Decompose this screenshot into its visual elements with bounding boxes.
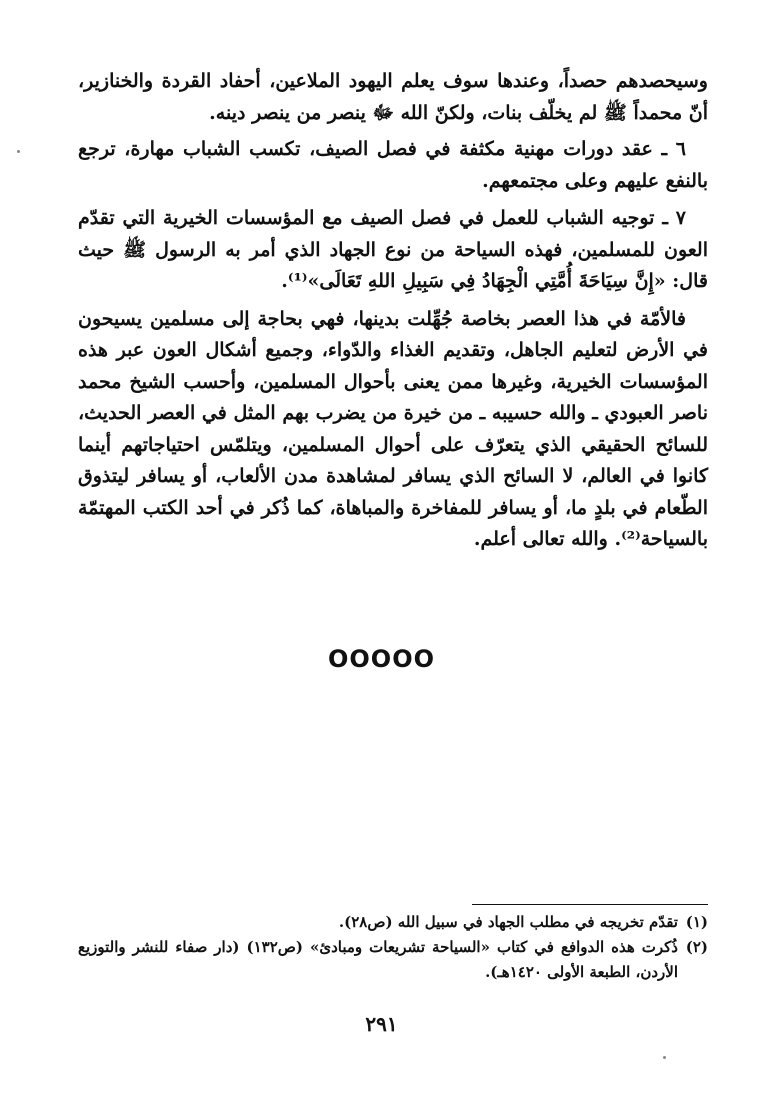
page-number: ٢٩١ bbox=[365, 1012, 398, 1036]
main-text bbox=[78, 66, 708, 556]
paragraph-item-6: ٦ ـ عقد دورات مهنية مكثفة في فصل الصيف، تكسب الشباب مهارة، ترجع بالنفع عليهم وعلى مجتمعهم. bbox=[78, 138, 708, 192]
footnote-text: ذُكرت هذه الدوافع في كتاب «السياحة تشريعات ومبادئ» (ص١٣٢) (دار صفاء للنشر والتوزيع الأردن، الطبعة الأولى ١٤٢٠هـ). bbox=[78, 938, 678, 981]
footnote-number: (٢) bbox=[685, 938, 708, 956]
footnote-divider bbox=[472, 904, 708, 905]
paragraph-item-7: ٧ ـ توجيه الشباب للعمل في فصل الصيف مع المؤسسات الخيرية التي تقدّم العون للمسلمين، فهذه السياحة من نوع الجهاد الذي أمر به الرسول ﷺ حيث قال: «إِنَّ سِيَاحَةَ أُمَّتِي الْجِهَادُ فِي سَبِيلِ اللهِ تَعَالَى»⁽¹⁾. bbox=[78, 207, 708, 292]
footnotes bbox=[78, 910, 708, 985]
scan-speck bbox=[663, 1056, 666, 1059]
footnote-1 bbox=[78, 910, 708, 935]
footnote-2 bbox=[78, 935, 708, 985]
footnote-number: (١) bbox=[685, 913, 708, 931]
scan-speck bbox=[17, 150, 20, 153]
paragraph-continuation: وسيحصدهم حصداً، وعندها سوف يعلم اليهود الملاعين، أحفاد القردة والخنازير، أنّ محمداً ﷺ لم يخلّف بنات، ولكنّ الله ﷻ ينصر من ينصر دينه. bbox=[78, 70, 708, 124]
paragraph-ummah: فالأمّة في هذا العصر بخاصة جُهِّلت بدينها، فهي بحاجة إلى مسلمين يسيحون في الأرض لتعليم الجاهل، وتقديم الغذاء والدّواء، وجميع أشكال العون عبر هذه المؤسسات الخيرية، وغيرها ممن يعنى بأحوال المسلمين، وأحسب الشيخ محمد ناصر العبودي ـ والله حسيبه ـ من خيرة من يضرب بهم المثل في العصر الحديث، للسائح الحقيقي الذي يتعرّف على أحوال المسلمين، ويتلمّس احتياجاتهم أينما كانوا في العالم، لا السائح الذي يسافر لمشاهدة مدن الألعاب، أو يسافر ليتذوق الطّعام في بلدٍ ما، أو يسافر للمفاخرة والمباهاة، كما ذُكر في أحد الكتب المهتمّة بالسياحة⁽²⁾. والله تعالى أعلم. bbox=[78, 307, 708, 550]
footnote-text: تقدّم تخريجه في مطلب الجهاد في سبيل الله (ص٢٨). bbox=[338, 913, 678, 931]
section-separator: OOOOO bbox=[327, 645, 435, 673]
